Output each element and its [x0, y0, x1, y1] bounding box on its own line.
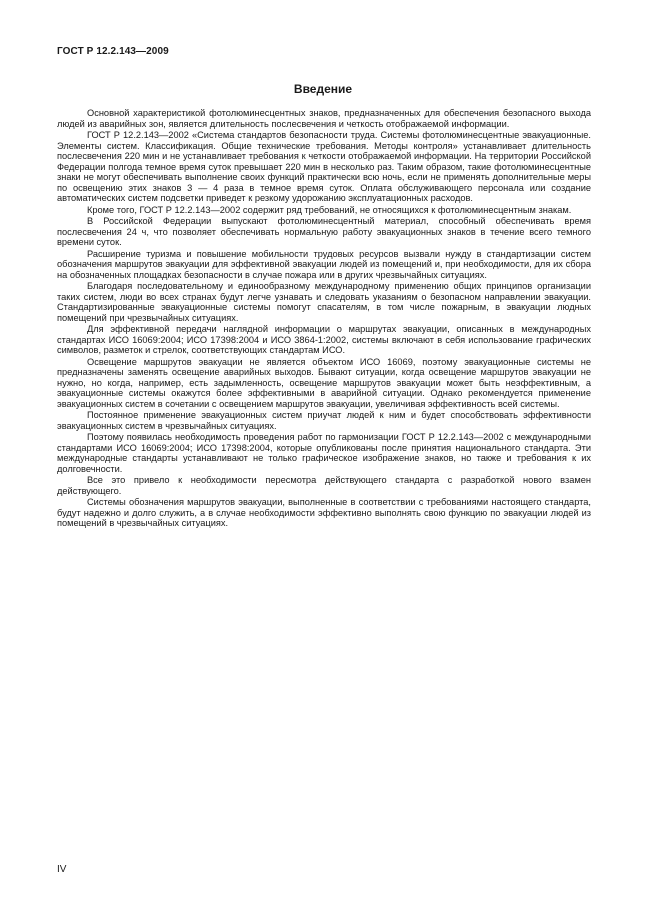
paragraph: Поэтому появилась необходимость проведения работ по гармонизации ГОСТ Р 12.2.143—2002 с международными стандартами ИСО 16069:2004; ИСО 17398:2004, которые опубликованы после принятия национального стандарта. Эти международные стандарты устанавливают не только графическое изображение знаков, но также и требования к их долговечности.: [57, 432, 591, 474]
paragraph: Благодаря последовательному и единообразному международному применению общих принципов организации таких систем, люди во всех странах будут легче узнавать и следовать указаниям о безопасном направлении эвакуации. Стандартизированные эвакуационные системы помогут спасателям, в том числе пожарным, в эвакуации людных помещений при чрезвычайных ситуациях.: [57, 281, 591, 323]
document-header: ГОСТ Р 12.2.143—2009: [57, 46, 169, 57]
section-title: Введение: [293, 82, 353, 96]
paragraph: В Российской Федерации выпускают фотолюминесцентный материал, способный обеспечивать время послесвечения 24 ч, что позволяет обеспечивать нормальную работу эвакуационных знаков в течение всего темного времени суток.: [57, 216, 591, 247]
paragraph: Основной характеристикой фотолюминесцентных знаков, предназначенных для обеспечения безопасного выхода людей из аварийных зон, является длительность послесвечения и четкость отображаемой информации.: [57, 108, 591, 129]
introduction-body: [57, 108, 591, 530]
paragraph: Системы обозначения маршрутов эвакуации, выполненные в соответствии с требованиями настоящего стандарта, будут надежно и долго служить, а в случае необходимости эффективно выполнять свою функцию по эвакуации людей из помещений в чрезвычайных ситуациях.: [57, 497, 591, 528]
paragraph: Кроме того, ГОСТ Р 12.2.143—2002 содержит ряд требований, не относящихся к фотолюминесцентным знакам.: [87, 204, 572, 215]
paragraph: ГОСТ Р 12.2.143—2002 «Система стандартов безопасности труда. Системы фотолюминесцентные эвакуационные. Элементы систем. Классификация. Общие технические требования. Методы контроля» устанавливает длительность послесвечения 220 мин и не устанавливает требования к четкости отображаемой информации. На территории Российской Федерации полгода темное время суток превышает 220 мин в несколько раз. Таким образом, такие фотолюминесцентные знаки не могут обеспечивать выполнение своих функций практически всю ночь, если не применять дополнительные меры по освещению этих знаков 3 — 4 раза в темное время суток. Оплата обслуживающего персонала или создание автоматических систем подсветки приведет к резкому удорожанию эксплуатационных расходов.: [57, 130, 591, 203]
paragraph: Для эффективной передачи наглядной информации о маршрутах эвакуации, описанных в международных стандартах ИСО 16069:2004; ИСО 17398:2004 и ИСО 3864-1:2002, системы включают в себя использование графических символов, разметок и стрелок, соответствующих стандартам ИСО.: [57, 324, 591, 355]
page-number: IV: [57, 864, 67, 875]
paragraph: Постоянное применение эвакуационных систем приучат людей к ним и будет способствовать эффективности эвакуационных систем в чрезвычайных ситуациях.: [57, 410, 591, 431]
paragraph: Все это привело к необходимости пересмотра действующего стандарта с разработкой нового взамен действующего.: [57, 475, 591, 496]
paragraph: Освещение маршрутов эвакуации не является объектом ИСО 16069, поэтому эвакуационные системы не предназначены заменять освещение аварийных выходов. Бывают ситуации, когда освещение маршрутов эвакуации не нужно, но когда, например, есть задымленность, освещение маршрутов эвакуации может быть неэффективным, а эвакуационные системы окажутся более эффективными в аварийной ситуации. Однако рекомендуется применение эвакуационных систем в сочетании с освещением маршрутов эвакуации, увеличивая эффективность всей системы.: [57, 356, 591, 409]
paragraph: Расширение туризма и повышение мобильности трудовых ресурсов вызвали нужду в стандартизации систем обозначения маршрутов эвакуации для эффективной эвакуации людей из помещений и, при необходимости, для их сбора на обозначенных площадках безопасности в случае пожара или в других чрезвычайных ситуациях.: [57, 248, 591, 280]
